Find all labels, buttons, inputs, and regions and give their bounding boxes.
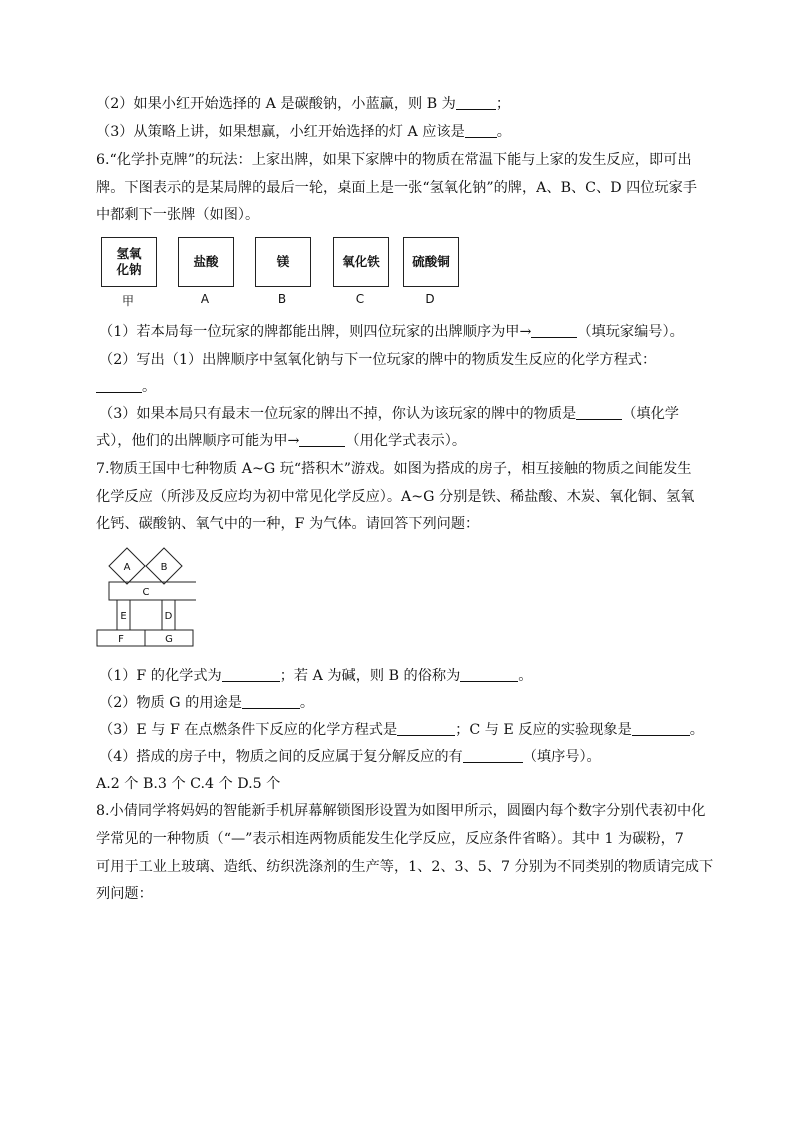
label-c: C bbox=[142, 587, 150, 598]
card-b bbox=[255, 237, 311, 287]
q8-text-line-4: 列问题： bbox=[96, 886, 153, 902]
label-b: B bbox=[160, 562, 168, 573]
q7-text-line-3: 化钙、碳酸钠、氧气中的一种，F 为气体。请回答下列问题： bbox=[96, 516, 480, 532]
building-blocks-figure bbox=[96, 545, 196, 648]
q7-3-text: （3）E 与 F 在点燃条件下反应的化学方程式是 bbox=[99, 722, 398, 738]
answer-blank[interactable] bbox=[222, 668, 280, 682]
q6-text-line-2: 牌。下图表示的是某局牌的最后一轮，桌面上是一张“氢氧化钠”的牌，A、B、C、D 四位玩家手 bbox=[96, 180, 698, 196]
card-text: 镁 bbox=[276, 254, 290, 269]
card-label: C bbox=[355, 292, 365, 306]
q7-2-end: 。 bbox=[299, 695, 315, 711]
answer-blank[interactable] bbox=[463, 749, 523, 763]
answer-blank[interactable] bbox=[632, 722, 690, 736]
q6-3b-line bbox=[96, 432, 466, 450]
q7-4-end: （填序号）。 bbox=[522, 749, 601, 765]
q5-2-text: （2）如果小红开始选择的 A 是碳酸钠，小蓝赢，则 B 为 bbox=[96, 96, 456, 112]
label-d: D bbox=[164, 611, 173, 622]
q7-3-line bbox=[99, 721, 704, 739]
q7-2-text: （2）物质 G 的用途是 bbox=[99, 695, 242, 711]
card-text: 化钠 bbox=[116, 262, 142, 277]
label-a: A bbox=[123, 562, 131, 573]
q6-text-line-1: 6.“化学扑克牌”的玩法：上家出牌，如果下家牌中的物质在常温下能与上家的发生反应，即可出 bbox=[96, 152, 692, 168]
label-f: F bbox=[118, 634, 124, 645]
card-label: D bbox=[425, 292, 435, 306]
card-text: 氢氧 bbox=[116, 246, 142, 261]
card-jia bbox=[101, 237, 157, 287]
label-g: G bbox=[165, 634, 173, 645]
q6-text-line-3: 中都剩下一张牌（如图）。 bbox=[96, 207, 260, 223]
q5-2-line bbox=[96, 95, 510, 113]
card-label: B bbox=[277, 292, 287, 306]
answer-blank[interactable] bbox=[460, 668, 518, 682]
q7-1-line bbox=[99, 667, 533, 685]
q6-3-line bbox=[99, 405, 679, 423]
q6-2b-end: 。 bbox=[142, 379, 157, 395]
card-text: 盐酸 bbox=[193, 254, 219, 269]
answer-blank[interactable] bbox=[576, 406, 622, 420]
card-d bbox=[403, 237, 459, 287]
card-text: 硫酸铜 bbox=[412, 254, 450, 269]
q7-text-line-2: 化学反应（所涉及反应均为初中常见化学反应）。A~G 分别是铁、稀盐酸、木炭、氧化铜、氢氧 bbox=[96, 489, 695, 505]
q6-2-text: （2）写出（1）出牌顺序中氢氧化钠与下一位玩家的牌中的物质发生反应的化学方程式： bbox=[99, 352, 657, 368]
q7-3-mid: ；C 与 E 反应的实验现象是 bbox=[455, 722, 632, 738]
q5-3-line bbox=[96, 123, 511, 141]
answer-blank[interactable] bbox=[96, 379, 142, 393]
q5-3-end: 。 bbox=[496, 124, 511, 140]
q7-3-end: 。 bbox=[689, 722, 704, 738]
q6-3-end: （填化学 bbox=[622, 406, 679, 422]
q6-1-end: （填玩家编号）。 bbox=[577, 324, 684, 340]
answer-blank[interactable] bbox=[456, 96, 496, 110]
q6-2b-line bbox=[96, 378, 156, 396]
poker-card-figure bbox=[97, 232, 463, 312]
card-label: 甲 bbox=[121, 294, 134, 308]
block-c bbox=[109, 582, 196, 600]
card-c bbox=[333, 237, 389, 287]
q5-2-end: ； bbox=[495, 96, 511, 112]
q7-1-text: （1）F 的化学式为 bbox=[99, 668, 222, 684]
q6-3-text: （3）如果本局只有最末一位玩家的牌出不掉，你认为该玩家的牌中的物质是 bbox=[99, 406, 577, 422]
answer-blank[interactable] bbox=[531, 324, 577, 338]
q5-3-text: （3）从策略上讲，如果想赢，小红开始选择的灯 A 应该是 bbox=[96, 124, 465, 140]
answer-blank[interactable] bbox=[299, 433, 345, 447]
q7-4-text: （4）搭成的房子中，物质之间的反应属于复分解反应的有 bbox=[99, 749, 463, 765]
answer-blank[interactable] bbox=[465, 124, 497, 138]
card-label: A bbox=[200, 292, 210, 306]
q6-1-line bbox=[99, 323, 684, 341]
q8-text-line-3: 可用于工业上玻璃、造纸、纺织洗涤剂的生产等，1、2、3、5、7 分别为不同类别的物质请完成下 bbox=[96, 859, 714, 875]
q6-1-text: （1）若本局每一位玩家的牌都能出牌，则四位玩家的出牌顺序为甲→ bbox=[99, 324, 532, 340]
q7-2-line bbox=[99, 694, 314, 712]
label-e: E bbox=[120, 611, 127, 622]
card-text: 氧化铁 bbox=[342, 254, 380, 269]
q7-text-line-1: 7.物质王国中七种物质 A~G 玩“搭积木”游戏。如图为搭成的房子，相互接触的物质之间能发生 bbox=[96, 461, 692, 477]
q7-options: A.2 个 B.3 个 C.4 个 D.5 个 bbox=[96, 776, 281, 792]
card-a bbox=[178, 237, 234, 287]
answer-blank[interactable] bbox=[242, 695, 300, 709]
q7-4-line bbox=[99, 748, 601, 766]
q7-1-end: 。 bbox=[518, 668, 533, 684]
q6-3b-end: （用化学式表示）。 bbox=[345, 433, 467, 449]
answer-blank[interactable] bbox=[397, 722, 455, 736]
q6-3b-text: 式），他们的出牌顺序可能为甲→ bbox=[96, 433, 300, 449]
q8-text-line-2: 学常见的一种物质（“—”表示相连两物质能发生化学反应，反应条件省略）。其中 1 为碳粉，7 bbox=[96, 831, 684, 847]
q7-1-mid: ；若 A 为碱，则 B 的俗称为 bbox=[279, 668, 461, 684]
q8-text-line-1: 8.小倩同学将妈妈的智能新手机屏幕解锁图形设置为如图甲所示，圆圈内每个数字分别代表初中化 bbox=[96, 803, 706, 819]
